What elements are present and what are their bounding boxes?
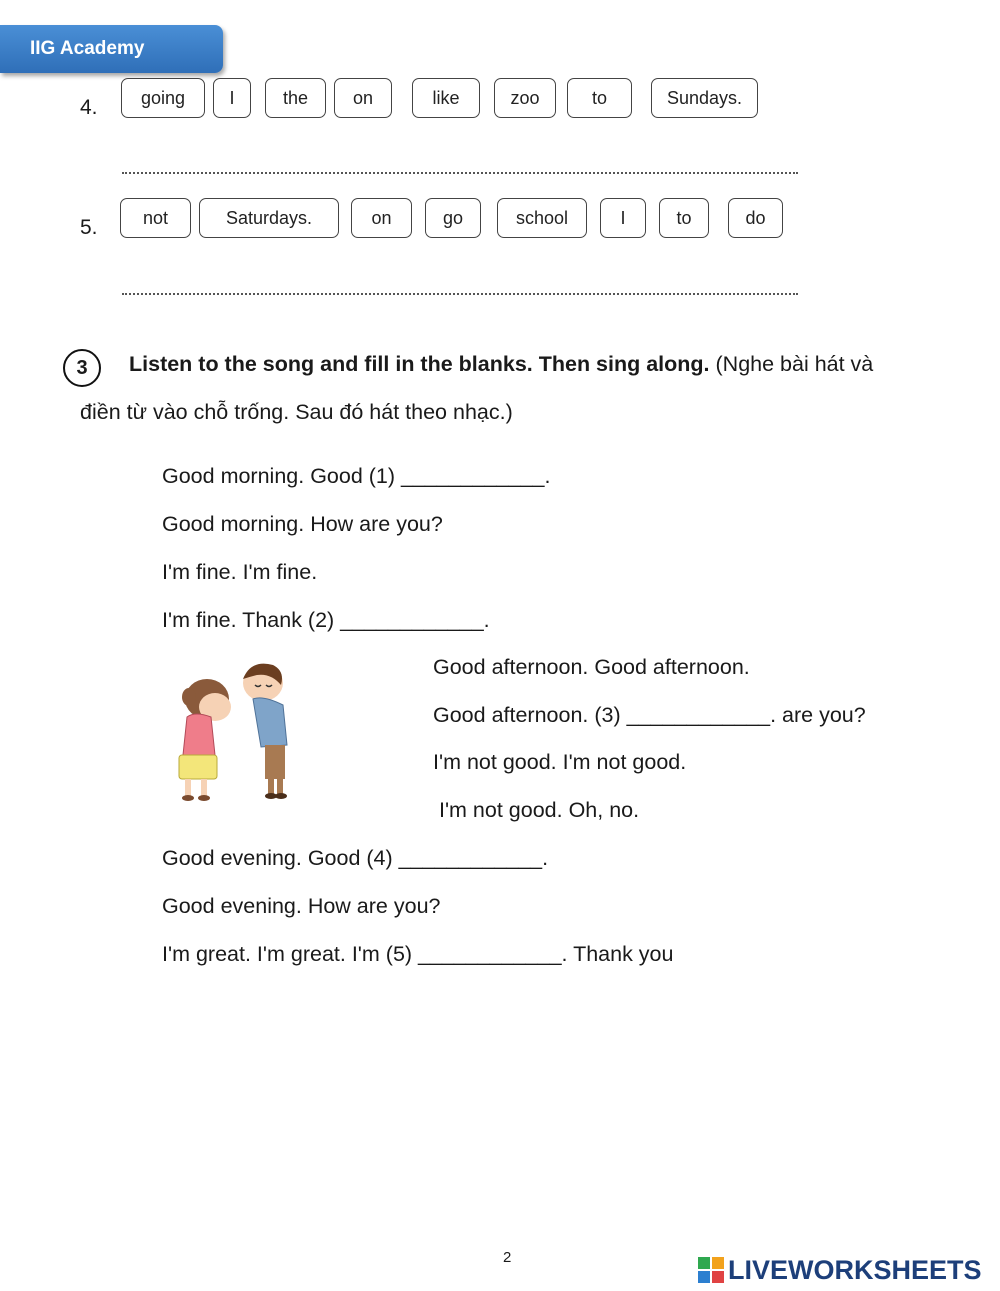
word-tile[interactable]: school [497,198,587,238]
word-tile[interactable]: on [351,198,412,238]
lyric-line: I'm not good. Oh, no. [433,798,640,822]
word-tile[interactable]: go [425,198,481,238]
word-tile[interactable]: on [334,78,392,118]
section-3-instruction-line2: điền từ vào chỗ trống. Sau đó hát theo nhạc.) [80,400,513,424]
lyric-line: I'm great. I'm great. I'm (5) ____________. Thank you [162,942,674,966]
word-tile[interactable]: Sundays. [651,78,758,118]
section-3-instruction [129,352,873,377]
word-tile[interactable]: zoo [494,78,556,118]
word-tile[interactable]: Saturdays. [199,198,339,238]
lyric-line: Good afternoon. Good afternoon. [433,655,750,679]
answer-line-5[interactable] [122,293,798,297]
word-tile[interactable]: I [213,78,251,118]
word-tile[interactable]: to [659,198,709,238]
logo-text: LIVEWORKSHEETS [728,1254,982,1285]
logo-blocks-icon [698,1257,724,1283]
word-tile[interactable]: to [567,78,632,118]
lyric-line: Good morning. How are you? [162,512,443,536]
lyric-line: Good evening. How are you? [162,894,441,918]
word-tile[interactable]: not [120,198,191,238]
page-number: 2 [503,1249,512,1266]
word-tile[interactable]: like [412,78,480,118]
word-tile[interactable]: do [728,198,783,238]
lyric-line: I'm fine. I'm fine. [162,560,318,584]
exercise-4-number: 4. [80,96,98,119]
instruction-bold: Listen to the song and fill in the blanks. Then sing along. [129,352,710,376]
lyric-line: I'm fine. Thank (2) ____________. [162,608,490,632]
children-bowing-illustration [165,655,315,805]
header-banner: IIG Academy [0,25,223,73]
lyric-line: Good evening. Good (4) ____________. [162,846,549,870]
answer-line-4[interactable] [122,172,798,176]
section-3-badge: 3 [63,349,101,387]
word-tile[interactable]: the [265,78,326,118]
word-tile[interactable]: going [121,78,205,118]
instruction-normal: (Nghe bài hát và [709,352,874,376]
lyric-line: Good afternoon. (3) ____________. are you? [433,703,866,727]
liveworksheets-logo[interactable] [698,1254,982,1286]
word-tile[interactable]: I [600,198,646,238]
exercise-5-number: 5. [80,216,98,239]
lyric-line: I'm not good. I'm not good. [433,750,687,774]
lyric-line: Good morning. Good (1) ____________. [162,464,551,488]
